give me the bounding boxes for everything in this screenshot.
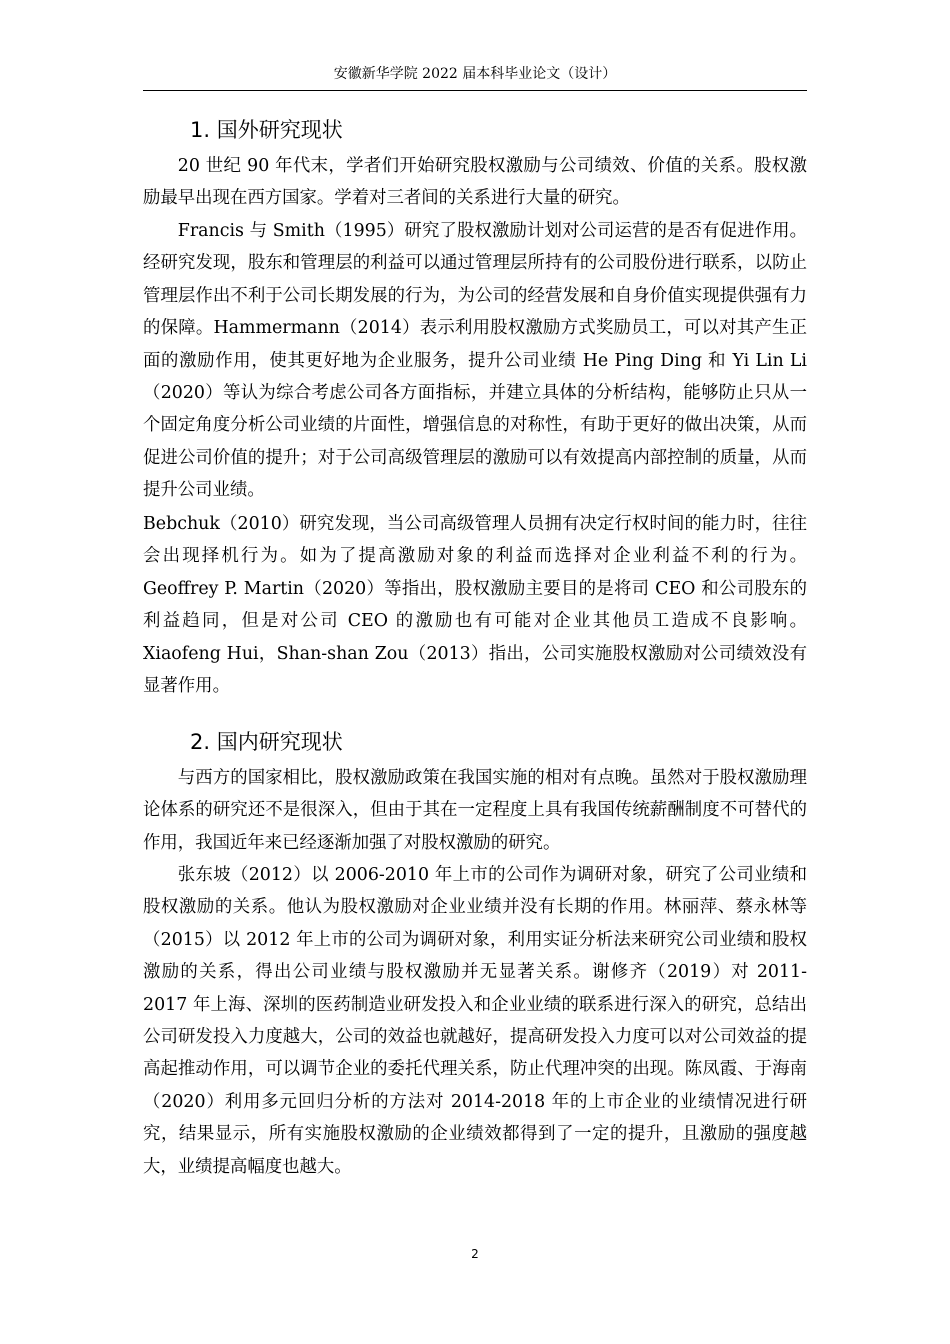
paragraph: 与西方的国家相比，股权激励政策在我国实施的相对有点晚。虽然对于股权激励理论体系的研究还不是很深入，但由于其在一定程度上具有我国传统薪酬制度不可替代的作用，我国近年来已经逐渐加强了对股权激励的研究。 [143,768,807,853]
paragraph: 20 世纪 90 年代末，学者们开始研究股权激励与公司绩效、价值的关系。股权激励最早出现在西方国家。学着对三者间的关系进行大量的研究。 [143,156,807,209]
section-heading-foreign-research: 1. 国外研究现状 [190,118,343,142]
paragraph: Bebchuk（2010）研究发现，当公司高级管理人员拥有决定行权时间的能力时，往往会出现择机行为。如为了提高激励对象的利益而选择对企业利益不利的行为。Geoffrey P. Martin（2020）等指出，股权激励主要目的是将司 CEO 和公司股东的利益趋同，但是对公司 CEO 的激励也有可能对企业其他员工造成不良影响。Xiaofeng Hui，Shan-shan Zou（2013）指出，公司实施股权激励对公司绩效没有显著作用。 [143,514,807,697]
page-number: 2 [471,1247,479,1261]
paragraph: Francis 与 Smith（1995）研究了股权激励计划对公司运营的是否有促进作用。经研究发现，股东和管理层的利益可以通过管理层所持有的公司股份进行联系，以防止管理层作出不利于公司长期发展的行为，为公司的经营发展和自身价值实现提供强有力的保障。Hammermann（2014）表示利用股权激励方式奖励员工，可以对其产生正面的激励作用，使其更好地为企业服务，提升公司业绩 He Ping Ding 和 Yi Lin Li（2020）等认为综合考虑公司各方面指标，并建立具体的分析结构，能够防止只从一个固定角度分析公司业绩的片面性，增强信息的对称性，有助于更好的做出决策，从而促进公司价值的提升；对于公司高级管理层的激励可以有效提高内部控制的质量，从而提升公司业绩。 [143,221,807,501]
paragraph: 张东坡（2012）以 2006-2010 年上市的公司作为调研对象，研究了公司业绩和股权激励的关系。他认为股权激励对企业业绩并没有长期的作用。林丽萍、蔡永林等（2015）以 2012 年上市的公司为调研对象，利用实证分析法来研究公司业绩和股权激励的关系，得出公司业绩与股权激励并无显著关系。谢修齐（2019）对 2011-2017 年上海、深圳的医药制造业研发投入和企业业绩的联系进行深入的研究，总结出公司研发投入力度越大，公司的效益也就越好，提高研发投入力度可以对公司效益的提高起推动作用，可以调节企业的委托代理关系，防止代理冲突的出现。陈凤霞、于海南（2020）利用多元回归分析的方法对 2014-2018 年的上市企业的业绩情况进行研究，结果显示，所有实施股权激励的企业绩效都得到了一定的提升，且激励的强度越大，业绩提高幅度也越大。 [143,865,807,1177]
running-header: 安徽新华学院 2022 届本科毕业论文（设计） [143,64,807,91]
section-heading-domestic-research: 2. 国内研究现状 [190,730,343,754]
